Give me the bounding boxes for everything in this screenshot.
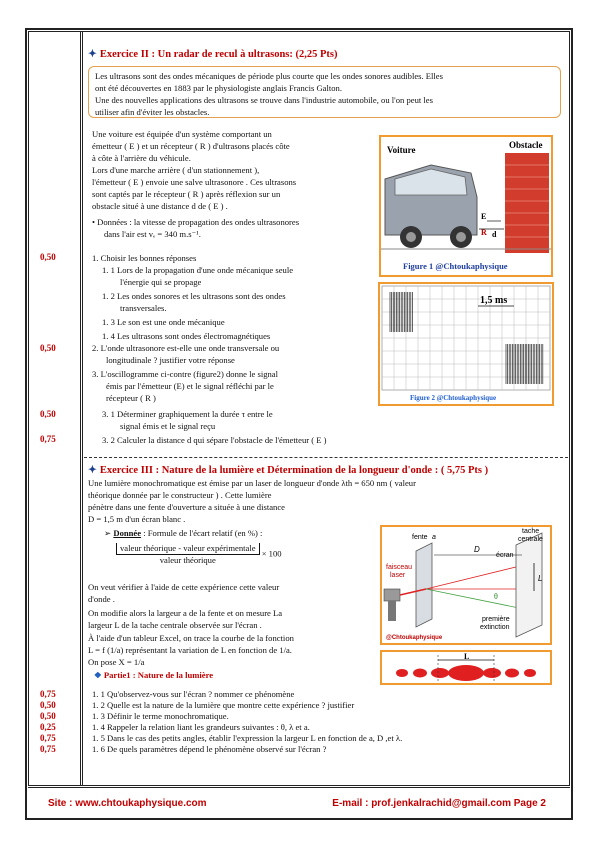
question-p1-6: 1. 6 De quels paramètres dépend le phénomène observé sur l'écran ? xyxy=(92,744,327,754)
laser-label-1: faisceau xyxy=(386,564,413,571)
figure-2-oscillogram xyxy=(378,282,554,406)
question-2b: longitudinale ? justifier votre réponse xyxy=(106,355,235,365)
brick-wall xyxy=(505,153,549,253)
question-1-2b: transversales. xyxy=(120,303,167,313)
formula-fraction xyxy=(116,543,260,566)
text-line: • Données : la vitesse de propagation des ondes ultrasonores xyxy=(92,217,300,227)
intro-line: ont été découvertes en 1883 par le physiologiste anglais Francis Galton. xyxy=(95,83,343,93)
question-3c: récepteur ( R ) xyxy=(106,393,156,403)
diffraction-pattern xyxy=(382,652,550,683)
footer xyxy=(28,787,570,817)
screen-label: écran xyxy=(496,552,514,559)
question-p1-3: 1. 3 Définir le terme monochromatique. xyxy=(92,711,229,721)
text-line: dans l'air est vₑ = 340 m.s⁻¹. xyxy=(104,229,201,239)
scale-label: 1,5 ms xyxy=(480,295,508,306)
formula-multiplier: × 100 xyxy=(261,548,282,559)
bullet-icon: ✦ xyxy=(88,465,97,476)
figure-1-drawing xyxy=(381,137,551,275)
text-line: On pose X = 1/a xyxy=(88,657,145,667)
emitted-signal xyxy=(390,292,412,332)
formula-numerator: valeur théorique - valeur expérimentale xyxy=(116,543,260,555)
text-line: Lors d'une marche arrière ( d'un stationnement ), xyxy=(92,165,260,175)
a-label: a xyxy=(432,534,436,541)
car-label: Voiture xyxy=(387,145,416,155)
spot-label-2: centrale xyxy=(518,536,543,543)
diamond-icon: ❖ xyxy=(94,670,102,680)
text-line: Une voiture est équipée d'un système comportant un xyxy=(92,129,272,139)
points-q31: 0,50 xyxy=(40,409,56,419)
question-p1-5: 1. 5 Dans le cas des petits angles, établir l'expression la largeur L en fonction de a, D ,et λ. xyxy=(92,733,403,743)
question-1-4: 1. 4 Les ultrasons sont ondes électromagnétiques xyxy=(102,331,271,341)
question-1-3: 1. 3 Le son est une onde mécanique xyxy=(102,317,225,327)
question-3-2: 3. 2 Calculer la distance d qui sépare l'obstacle de l'émetteur ( E ) xyxy=(102,435,327,445)
figure-1-caption: Figure 1 @Chtoukaphysique xyxy=(403,261,508,271)
points-q1: 0,50 xyxy=(40,252,56,262)
central-spot xyxy=(448,665,484,681)
figure-3-diffraction-setup xyxy=(380,525,552,645)
formula-denominator: valeur théorique xyxy=(159,555,216,566)
slit-plate xyxy=(416,543,432,627)
text-line: théorique donnée par le constructeur ) . Cette lumière xyxy=(88,490,272,500)
exercise2-intro xyxy=(88,66,561,118)
figure-3-credit: @Chtoukaphysique xyxy=(386,635,443,641)
exercise3-title: ✦ Exercice III : Nature de la lumière et Détermination de la longueur d'onde : ( 5,75 Pts ) xyxy=(88,465,489,476)
points-column-separator xyxy=(80,31,83,786)
text-line: largeur L de la tache centrale observée sur l'écran . xyxy=(88,620,262,630)
oscillogram-drawing xyxy=(380,284,552,404)
figure-1-car-obstacle xyxy=(379,135,553,277)
points-p12: 0,50 xyxy=(40,700,56,710)
points-q2: 0,50 xyxy=(40,343,56,353)
question-1-2: 1. 2 Les ondes sonores et les ultrasons sont des ondes xyxy=(102,291,286,301)
D-label: D xyxy=(474,545,480,554)
emitter-label: E xyxy=(481,212,487,221)
screen xyxy=(516,533,542,637)
laser-label-2: laser xyxy=(390,572,406,579)
text-line: L = f (1/a) représentant la variation de L en fonction de 1/a. xyxy=(88,645,292,655)
points-q32: 0,75 xyxy=(40,434,56,444)
L-label: L xyxy=(538,574,543,583)
intro-line: Les ultrasons sont des ondes mécaniques de période plus courte que les ondes sonores audibles. Elles xyxy=(95,71,443,81)
partie-1-heading: ❖ Partie1 : Nature de la lumière xyxy=(94,670,214,680)
text-line: à côte à l'arrière du véhicule. xyxy=(92,153,191,163)
question-3: 3. L'oscillogramme ci-contre (figure2) donne le signal xyxy=(92,369,279,379)
points-p15: 0,75 xyxy=(40,733,56,743)
question-2: 2. L'onde ultrasonore est-elle une onde transversale ou xyxy=(92,343,280,353)
figure-2-caption: Figure 2 @Chtoukaphysique xyxy=(410,394,497,402)
theta-label: θ xyxy=(494,592,498,601)
donnee-line: ➢ Donnée : Formule de l'écart relatif (en %) : xyxy=(104,528,263,538)
text-line: On modifie alors la largeur a de la fente et on mesure La xyxy=(88,608,283,618)
text-line: émetteur ( E ) et un récepteur ( R ) d'ultrasons placés côte xyxy=(92,141,290,151)
figure-4-diffraction-pattern xyxy=(380,650,552,685)
obstacle-label: Obstacle xyxy=(509,140,543,150)
text-line: Une lumière monochromatique est émise par un laser de longueur d'onde λth = 650 nm ( valeur xyxy=(88,478,416,488)
bullet-icon: ✦ xyxy=(88,49,97,60)
question-p1-1: 1. 1 Qu'observez-vous sur l'écran ? nommer ce phénomène xyxy=(92,689,295,699)
text-line: l'émetteur ( E ) envoie une salve ultrasonore . Ces ultrasons xyxy=(92,177,297,187)
L-label: L xyxy=(464,652,470,661)
text-line: D = 1,5 m d'un écran blanc . xyxy=(88,514,186,524)
points-p16: 0,75 xyxy=(40,744,56,754)
text-line: obstacle situé à une distance d de ( E ) . xyxy=(92,201,228,211)
extinction-label-2: extinction xyxy=(480,624,510,631)
intro-line: utiliser afin d'éviter les obstacles. xyxy=(95,107,210,117)
question-1-1: 1. 1 Lors de la propagation d'une onde mécanique seule xyxy=(102,265,294,275)
text-line: On veut vérifier à l'aide de cette expérience cette valeur xyxy=(88,582,280,592)
slit-label: fente xyxy=(412,534,428,541)
question-p1-2: 1. 2 Quelle est la nature de la lumière que montre cette expérience ? justifier xyxy=(92,700,355,710)
question-3-1b: signal émis et le signal reçu xyxy=(120,421,216,431)
points-p13: 0,50 xyxy=(40,711,56,721)
question-1-1b: l'énergie qui se propage xyxy=(120,277,202,287)
exercise2-title: ✦ Exercice II : Un radar de recul à ultrasons: (2,25 Pts) xyxy=(88,49,338,60)
distance-label: d xyxy=(492,230,497,239)
receiver-label: R xyxy=(481,228,487,237)
text-line: sont captés par le récepteur ( R ) après réflexion sur un xyxy=(92,189,281,199)
question-3b: émis par l'émetteur (E) et le signal réfléchi par le xyxy=(106,381,274,391)
text-line: d'onde . xyxy=(88,594,115,604)
text-line: pénètre dans une fente d'ouverture a située à une distance xyxy=(88,502,285,512)
diffraction-drawing xyxy=(382,527,550,643)
question-p1-4: 1. 4 Rappeler la relation liant les grandeurs suivantes : θ, λ et a. xyxy=(92,722,310,732)
intro-line: Une des nouvelles applications des ultrasons se trouve dans l'industrie automobile, ou l'on peut les xyxy=(95,95,433,105)
footer-site: Site : www.chtoukaphysique.com xyxy=(48,798,207,809)
section-divider xyxy=(84,457,568,458)
footer-email: E-mail : prof.jenkalrachid@gmail.com Page 2 xyxy=(332,798,546,809)
points-p11: 0,75 xyxy=(40,689,56,699)
relative-error-formula xyxy=(116,543,282,566)
points-p14: 0,25 xyxy=(40,722,56,732)
question-3-1: 3. 1 Déterminer graphiquement la durée τ entre le xyxy=(102,409,273,419)
text-line: À l'aide d'un tableur Excel, on trace la courbe de la fonction xyxy=(88,633,294,643)
spot-label-1: tache xyxy=(522,528,540,535)
extinction-label-1: première xyxy=(482,616,510,623)
question-1: 1. Choisir les bonnes réponses xyxy=(92,253,197,263)
laser-device xyxy=(384,589,400,601)
